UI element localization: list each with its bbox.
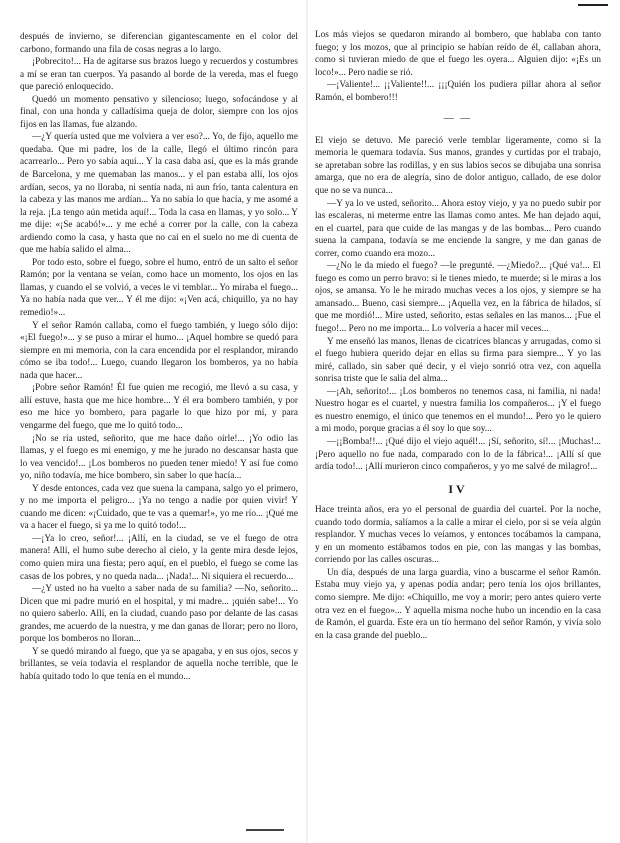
paragraph: ¡No se ría usted, señorito, que me hace daño oírle!... ¡Yo odio las llamas, y el fuego es mi enemigo, y me he jurado no descansar hasta que lo vea vencido!... ¡Los bomberos no pueden tener miedo! Y así fue como yo, niño todavía, me hice bombero, sin saber lo que hacía... (20, 432, 298, 481)
paragraph: Hace treinta años, era yo el personal de guardia del cuartel. Por la noche, cuando todo dormía, salíamos a la calle a mirar el cielo, por si se veía algún resplandor. Y muchas veces lo veíamos, y entonces tocábamos la campana, y en un momento estábamos todos en pie, con las mangas y las bombas, corriendo por las calles oscuras... (315, 504, 601, 565)
paragraph: Los más viejos se quedaron mirando al bombero, que hablaba con tanto fuego; y los mozos, que al principio se habían reído de él, callaban ahora, como si tuvieran miedo de que el fuego les oyera... Alguien dijo: «¡Es un loco!»... Pero nadie se rió. (315, 29, 601, 77)
paragraph: —¡¡Bomba!!... ¡Qué dijo el viejo aquél!... ¡Sí, señorito, sí!... ¡Muchas!... ¡Pero aquello no fue nada, comparado con lo de la fábrica!... ¡Allí sí que ardía todo!... ¡Allí murieron cinco compañeros, y yo me salvé de milagro!... (315, 435, 601, 472)
paragraph: Y el señor Ramón callaba, como el fuego también, y luego sólo dijo: «¡El fuego!»... y se puso a mirar el humo... ¡Aquel hombre se quedó para siempre en mi memoria, con la cara encendida por el resplandor, mirando cómo se iba todo!... Luego, cuando llegaron los bomberos, ya no había nada que hacer... (20, 319, 298, 380)
paragraph: ¡Pobrecito!... Ha de agitarse sus brazos luego y recuerdos y costumbres a mí se eran tan cuerpos. Ya pasando al borde de la vereda, mas el fuego que pareció enloquecido. (20, 56, 298, 92)
paragraph: Y me enseñó las manos, llenas de cicatrices blancas y arrugadas, como si el fuego hubiera querido dejar en ellas su firma para siempre... Y yo las miré, callado, sin saber qué decir, y el viejo sonrió otra vez, con aquella sonrisa triste que le salía del alma... (315, 335, 601, 384)
paragraph: después de invierno, se diferencian gigantescamente en el color del carbono, formando una fila de cosas negras a lo largo. (20, 31, 298, 54)
paragraph: —¡Valiente!... ¡¡Valiente!!... ¡¡¡Quién los pudiera pillar ahora al señor Ramón, el bombero!!! (315, 79, 601, 102)
paragraph: —¡Ya lo creo, señor!... ¡Allí, en la ciudad, se ve el fuego de otra manera! Allí, el humo sube derecho al cielo, y la gente mira desde lejos, como quien mira una fiesta; pero aquí, en el pueblo, el fuego se come las casas de los pobres, y no queda nada... ¡Nada!... Ni siquiera el recuerdo... (20, 532, 298, 581)
paragraph: —¡Ah, señorito!... ¡Los bomberos no tenemos casa, ni familia, ni nada! Nuestro hogar es el cuartel, y nuestra familia los compañeros... ¡Y el fuego es nuestro enemigo, el único que tenemos en el mundo!... Pero yo le quiero a mi modo, porque gracias a él soy lo que soy... (315, 385, 601, 434)
paragraph: —¿Y quería usted que me volviera a ver eso?... Yo, de fijo, aquello me quedaba. Que mi padre, los de la calle, llegó el último rincón para acarrearlo... Pero yo sabía aquí... Y la casa daba así, que es la más grande de Barcelona, y me quemaban las manos... y el pan estaba allí, los ojos ardían, secos, ya no lloraba, ni sentía nada, ni aun frío, tanta calentura en la cabeza y las manos me ardían... Ya no sabía lo que hacía, y me asomé a la reja. ¡La tengo aún metida aquí!... Toda la casa en llamas, y yo solo... Y me dije: «¡Se acabó!»... y me eché a correr por la calle, con la cabeza ardiendo como la casa, y hasta que no caí en el suelo no me di cuenta de que me había salido el alma... (20, 131, 298, 255)
right-column (315, 28, 601, 823)
paragraph: Y se quedó mirando al fuego, que ya se apagaba, y en sus ojos, secos y brillantes, se veía todavía el resplandor de aquella noche terrible, que le había quitado todo lo que tenía en el mundo... (20, 645, 298, 681)
paragraph: Quedó un momento pensativo y silencioso; luego, sofocándose y al final, con una honda y calladísima queja de dolor, siempre con los ojos fijos en las llamas, fue alzando. (20, 93, 298, 129)
paragraph: —Y ya lo ve usted, señorito... Ahora estoy viejo, y ya no puedo subir por las escaleras, ni meterme entre las llamas como antes. Me han dejado aquí, en el cuartel, para que cuide de las mangas y de las bombas... Pero cuando suena la campana, todavía se me enciende la sangre, y me dan ganas de correr, como cuando era mozo... (315, 197, 601, 258)
paragraph: Por todo esto, sobre el fuego, sobre el humo, entró de un salto el señor Ramón; por la ventana se veían, como hace un momento, los ojos en las llamas, y cuando el se volvió, a veces le vi temblar... Yo miraba el fuego... Ya no había nada que ver... Y él me dijo: «¡Ven acá, chiquillo, ya no hay remedio!»... (20, 256, 298, 318)
paragraph: El viejo se detuvo. Me pareció verle temblar ligeramente, como si la memoria le quemara todavía. Sus manos, grandes y curtidas por el trabajo, se apretaban sobre las rodillas, y en sus labios secos se dibujaba una sonrisa amarga, que no era de alegría, sino de dolor antiguo, callado, de ese dolor que no se va nunca... (315, 134, 601, 196)
section-separator: — — (443, 113, 473, 125)
paragraph: Y desde entonces, cada vez que suena la campana, salgo yo el primero, y no me importa el peligro... ¡Ya no tengo a nadie por quien vivir! Y cuando me dicen: «¡Cuidado, que te vas a quemar!», yo me río... ¡Qué me va a hacer el fuego, si ya me lo quitó todo!... (20, 482, 298, 531)
left-column (20, 30, 298, 825)
paragraph: ¡Pobre señor Ramón! Él fue quien me recogió, me llevó a su casa, y allí estuve, hasta que me hice hombre... Y él era bombero también, y por eso me hice yo bombero, para pagarle lo que hizo por mí, y para vengarme del fuego, que me lo quitó todo... (20, 382, 298, 430)
section-heading: IV (448, 481, 468, 496)
header-rule (578, 4, 608, 6)
page-fold (306, 0, 308, 843)
paragraph: —¿No le da miedo el fuego? —le pregunté. —¿Miedo?... ¡Qué va!... El fuego es como un perro bravo: si le tienes miedo, te muerde; si le miras a los ojos, se amansa. Yo le he mirado muchas veces a los ojos, y siempre se ha amansado... Bueno, casi siempre... ¡Aquella vez, en la fábrica de hilados, sí que me mordió!... Mire usted, señorito, estas señales en las manos... ¡Fue el fuego!... Pero no me importa... Lo volvería a hacer mil veces... (315, 260, 601, 334)
footer-rule (246, 829, 284, 831)
paragraph: —¿Y usted no ha vuelto a saber nada de su familia? —No, señorito... Dicen que mi padre murió en el hospital, y mi madre... ¡quién sabe!... Yo no quiero saberlo. Allí, en la ciudad, cuando paso por delante de las casas grandes, me acuerdo de la nuestra, y me dan ganas de llorar; pero no lloro, porque los bomberos no lloran... (20, 583, 298, 644)
paragraph: Un día, después de una larga guardia, vino a buscarme el señor Ramón. Estaba muy viejo ya, y apenas podía andar; pero tenía los ojos brillantes, como siempre. Me dijo: «Chiquillo, me voy a morir; pero antes quiero verte otra vez en el fuego»... Y aquella misma noche hubo un incendio en la casa de Ramón, el guarda. Este era un tío hermano del señor Ramón, y vivía solo en la casa grande del pueblo... (315, 566, 601, 640)
